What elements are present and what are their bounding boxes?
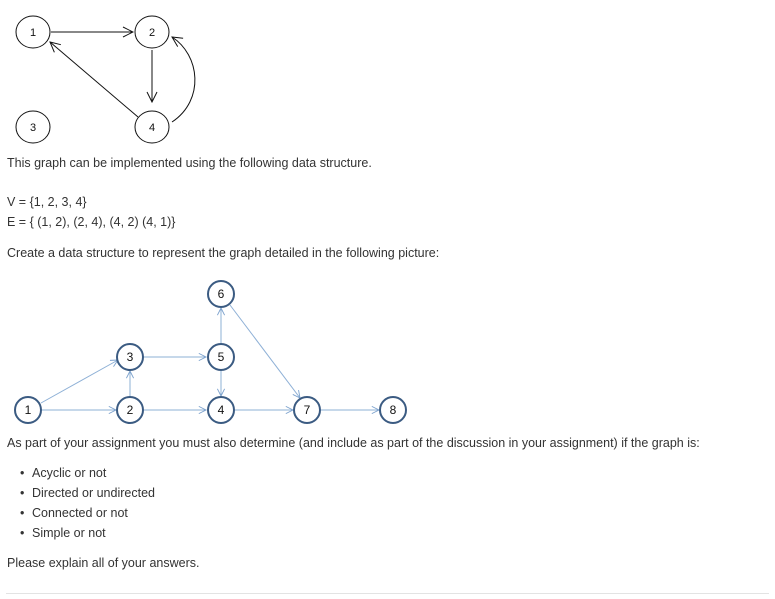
svg-text:1: 1 — [29, 27, 37, 39]
svg-text:5: 5 — [217, 350, 225, 364]
list-item: • Connected or not — [20, 503, 155, 523]
list-item: • Simple or not — [20, 523, 155, 543]
svg-text:6: 6 — [217, 287, 225, 301]
task-node-5 — [208, 344, 234, 370]
task-node-1 — [15, 397, 41, 423]
task-node-2 — [117, 397, 143, 423]
task-node-4 — [208, 397, 234, 423]
task-text: Create a data structure to represent the graph detailed in the following picture: — [7, 246, 440, 260]
intro-text: This graph can be implemented using the following data structure. — [7, 156, 372, 170]
vertex-set: V = {1, 2, 3, 4} — [7, 195, 87, 209]
list-item: • Acyclic or not — [20, 463, 155, 483]
svg-text:2: 2 — [148, 27, 156, 39]
svg-text:7: 7 — [303, 403, 311, 417]
edge-set: E = { (1, 2), (2, 4), (4, 2) (4, 1)} — [7, 215, 176, 229]
assignment-text: As part of your assignment you must also determine (and include as part of the discussion in your assignment) if the graph is: — [7, 436, 700, 450]
svg-text:4: 4 — [148, 122, 156, 134]
svg-text:3: 3 — [29, 122, 37, 134]
task-edge-6-7 — [230, 305, 300, 398]
closing-text: Please explain all of your answers. — [7, 556, 200, 570]
task-node-3 — [117, 344, 143, 370]
task-node-6 — [208, 281, 234, 307]
svg-text:8: 8 — [389, 403, 397, 417]
svg-text:4: 4 — [217, 403, 225, 417]
task-edge-1-3 — [41, 360, 118, 403]
divider — [6, 593, 769, 594]
svg-text:3: 3 — [126, 350, 134, 364]
svg-text:1: 1 — [24, 403, 32, 417]
task-node-7 — [294, 397, 320, 423]
list-item: • Directed or undirected — [20, 483, 155, 503]
task-node-8 — [380, 397, 406, 423]
criteria-list — [20, 463, 155, 543]
svg-text:2: 2 — [126, 403, 134, 417]
